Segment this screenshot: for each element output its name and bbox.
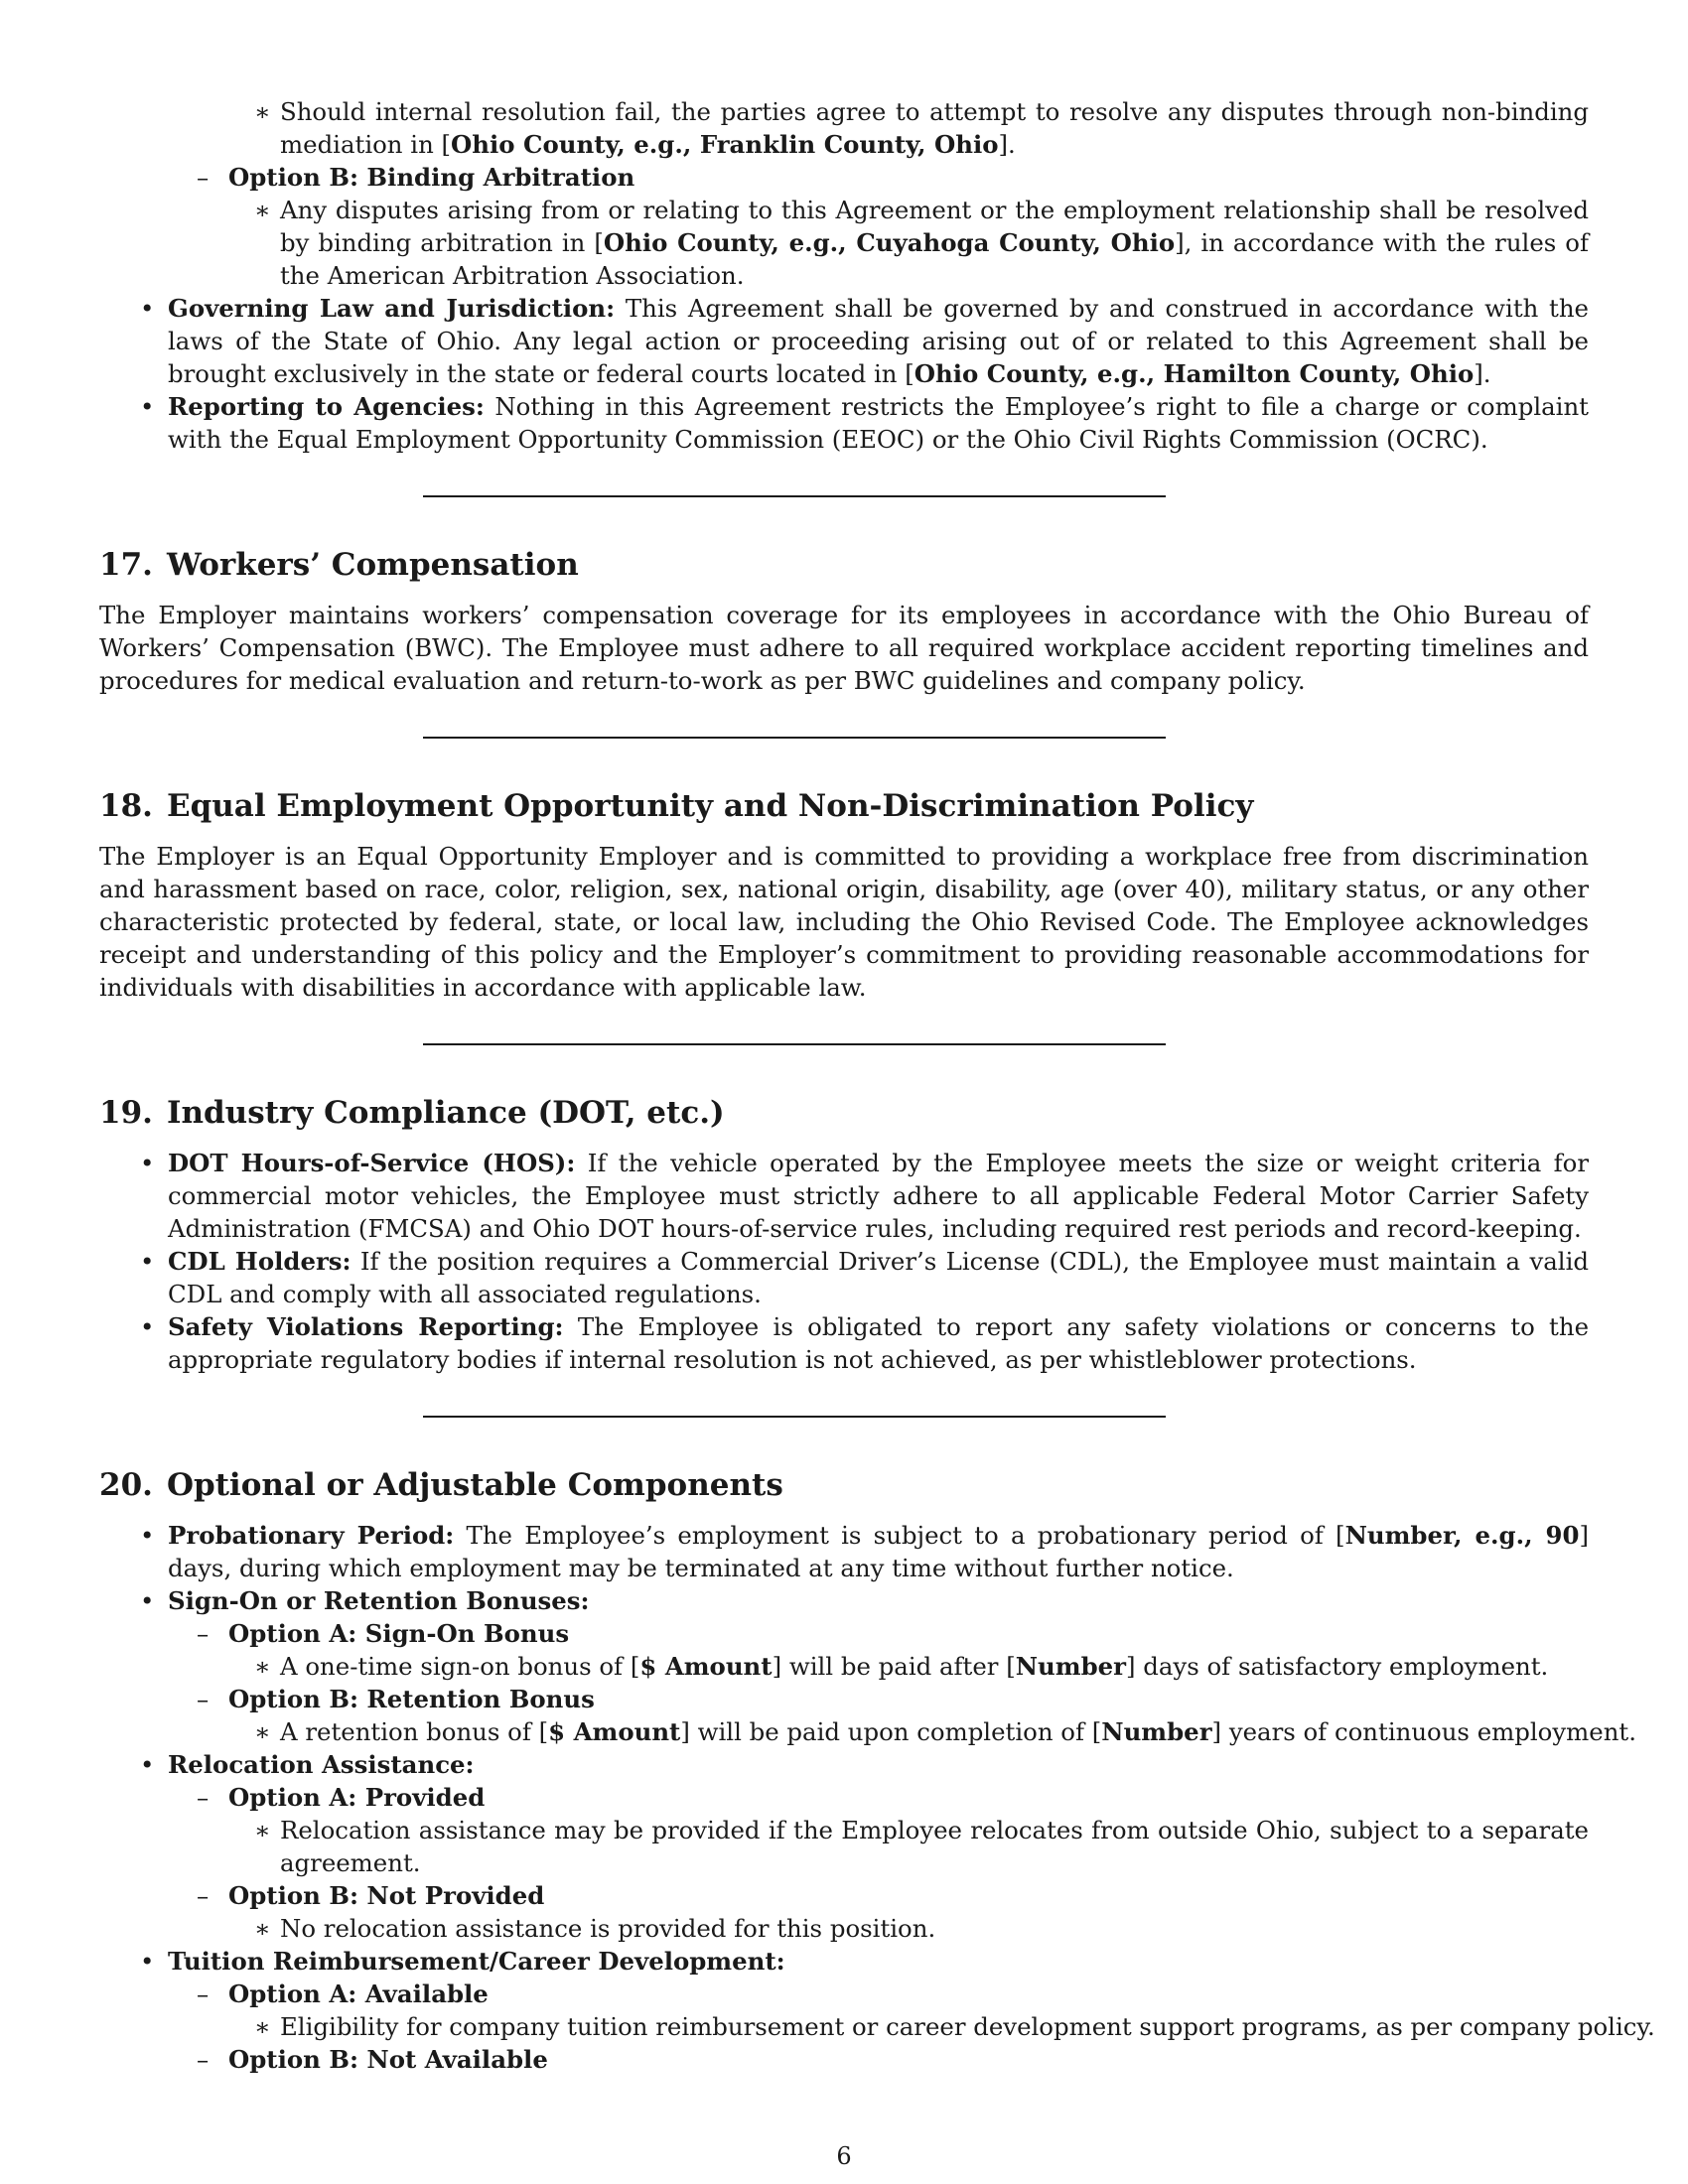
list-item <box>254 1814 1589 1879</box>
text: ] will be paid upon completion of [ <box>680 1717 1102 1746</box>
list-item <box>140 1147 1589 1245</box>
asterisk-bullet: ∗ <box>254 1816 271 1844</box>
option-heading <box>197 1879 1589 1912</box>
list-item <box>254 1912 1589 1945</box>
text: Eligibility for company tuition reimbursement or career development support programs, as per company policy. <box>280 2012 1655 2041</box>
text: Nothing in this Agreement restricts the Employee’s right to file a charge or complaint with the Equal Employment Opportunity Commission (EEOC) or the Ohio Civil Rights Commission (OCRC). <box>168 392 1589 454</box>
bullet: • <box>140 1312 155 1341</box>
text: A one-time sign-on bonus of [ <box>280 1652 640 1681</box>
bullet: • <box>140 1750 155 1779</box>
item-label: Safety Violations Reporting: <box>168 1312 564 1341</box>
dash-bullet: – <box>197 1619 210 1648</box>
item-label: CDL Holders: <box>168 1247 352 1276</box>
option-heading <box>197 1617 1589 1650</box>
asterisk-bullet: ∗ <box>254 1652 271 1681</box>
text: The Employee’s employment is subject to a probationary period of [ <box>454 1521 1345 1550</box>
text: ] will be paid after [ <box>772 1652 1016 1681</box>
dash-bullet: – <box>197 1685 210 1713</box>
list-item-arbitration <box>254 194 1589 292</box>
bullet: • <box>140 1521 155 1550</box>
list-item <box>140 1245 1589 1310</box>
text: Relocation assistance may be provided if the Employee relocates from outside Ohio, subject to a separate agreement. <box>280 1816 1589 1877</box>
option-heading <box>197 161 1589 194</box>
document-page <box>99 95 1655 2076</box>
list-item <box>254 1650 1589 1683</box>
text: Any disputes arising from or relating to this Agreement or the employment relationship shall be resolved by binding arbitration in [ <box>280 196 1589 257</box>
asterisk-bullet: ∗ <box>254 1717 271 1746</box>
section-number: 20. <box>99 1467 153 1503</box>
dash-bullet: – <box>197 1783 210 1812</box>
text: This Agreement shall be governed by and construed in accordance with the laws of the State of Ohio. Any legal action or proceeding arising out of or related to this Agreement shall be brought exclusively in the state or federal courts located in [ <box>168 294 1589 388</box>
dash-bullet: – <box>197 163 210 192</box>
list-item-probation <box>140 1519 1590 1584</box>
text: The Employee is obligated to report any safety violations or concerns to the appropriate regulatory bodies if internal resolution is not achieved, as per whistleblower protections. <box>168 1312 1590 1374</box>
bullet: • <box>140 392 155 421</box>
placeholder-amount: $ Amount <box>639 1652 773 1681</box>
asterisk-bullet: ∗ <box>254 97 271 126</box>
item-label: Probationary Period: <box>168 1521 455 1550</box>
text: If the vehicle operated by the Employee meets the size or weight criteria for commercial motor vehicles, the Employee must strictly adhere to all applicable Federal Motor Carrier Safety Administration (FMCSA) and Ohio DOT hours-of-service rules, including required rest periods and record-keeping. <box>168 1149 1589 1243</box>
text: ] years of continuous employment. <box>1211 1717 1636 1746</box>
item-label: Tuition Reimbursement/Career Development: <box>168 1947 785 1976</box>
option-label: Option B: Not Available <box>228 2045 548 2074</box>
section-body-17: The Employer maintains workers’ compensation coverage for its employees in accordance with the Ohio Bureau of Workers’ Compensation (BWC). The Employee must adhere to all required workplace accident reporting timelines and procedures for medical evaluation and return-to-work as per BWC guidelines and company policy. <box>99 601 1589 695</box>
section-title: Industry Compliance (DOT, etc.) <box>166 1095 725 1131</box>
list-item-mediation <box>254 95 1589 161</box>
option-heading <box>197 2043 1589 2076</box>
option-label: Option B: Binding Arbitration <box>228 163 635 192</box>
dash-bullet: – <box>197 1979 210 2008</box>
text: Should internal resolution fail, the parties agree to attempt to resolve any disputes through non-binding mediation in [ <box>280 97 1589 159</box>
dash-bullet: – <box>197 2045 210 2074</box>
section-number: 19. <box>99 1095 153 1131</box>
section-title: Equal Employment Opportunity and Non-Discrimination Policy <box>166 788 1254 824</box>
section-divider <box>423 495 1166 497</box>
placeholder-number: Number <box>1101 1717 1212 1746</box>
list-item-governing-law <box>140 292 1589 390</box>
option-label: Option A: Available <box>228 1979 489 2008</box>
dash-bullet: – <box>197 1881 210 1910</box>
section-heading-19 <box>99 1093 1589 1133</box>
text: ] days of satisfactory employment. <box>1126 1652 1549 1681</box>
option-heading <box>197 1781 1589 1814</box>
placeholder-county: Ohio County, e.g., Cuyahoga County, Ohio <box>603 228 1176 257</box>
text: No relocation assistance is provided for this position. <box>280 1914 936 1943</box>
list-item <box>254 2010 1655 2043</box>
item-label: Reporting to Agencies: <box>168 392 485 421</box>
option-label: Option B: Not Provided <box>228 1881 545 1910</box>
text: ]. <box>1474 359 1491 388</box>
bullet: • <box>140 1586 155 1615</box>
item-label: DOT Hours-of-Service (HOS): <box>168 1149 576 1177</box>
text: ] days, during which employment may be terminated at any time without further notice. <box>168 1521 1590 1582</box>
option-label: Option A: Sign-On Bonus <box>228 1619 570 1648</box>
option-heading <box>197 1683 1589 1715</box>
section-divider <box>423 1416 1166 1418</box>
item-label: Governing Law and Jurisdiction: <box>168 294 616 323</box>
option-heading <box>197 1978 1589 2010</box>
text: ], in accordance with the rules of the American Arbitration Association. <box>280 228 1589 290</box>
option-label: Option A: Provided <box>228 1783 486 1812</box>
section-body-18: The Employer is an Equal Opportunity Employer and is committed to providing a workplace free from discrimination and harassment based on race, color, religion, sex, national origin, disability, age (over 40), military status, or any other characteristic protected by federal, state, or local law, including the Ohio Revised Code. The Employee acknowledges receipt and understanding of this policy and the Employer’s commitment to providing reasonable accommodations for individuals with disabilities in accordance with applicable law. <box>99 842 1589 1002</box>
text: If the position requires a Commercial Driver’s License (CDL), the Employee must maintain a valid CDL and comply with all associated regulations. <box>168 1247 1589 1308</box>
list-item-relocation <box>140 1748 1589 1781</box>
item-label: Relocation Assistance: <box>168 1750 475 1779</box>
bullet: • <box>140 1947 155 1976</box>
asterisk-bullet: ∗ <box>254 2012 271 2041</box>
bullet: • <box>140 1149 155 1177</box>
text: ]. <box>998 130 1016 159</box>
item-label: Sign-On or Retention Bonuses: <box>168 1586 590 1615</box>
list-item <box>140 1310 1590 1376</box>
bullet: • <box>140 294 155 323</box>
placeholder-amount: $ Amount <box>548 1717 681 1746</box>
section-heading-17 <box>99 545 1589 585</box>
placeholder-number: Number <box>1015 1652 1126 1681</box>
asterisk-bullet: ∗ <box>254 196 271 224</box>
section-divider <box>423 1043 1166 1045</box>
list-item-reporting <box>140 390 1589 456</box>
placeholder-county: Ohio County, e.g., Hamilton County, Ohio <box>914 359 1475 388</box>
section-number: 18. <box>99 788 153 824</box>
list-item-bonuses <box>140 1584 1589 1617</box>
section-heading-18 <box>99 786 1589 826</box>
placeholder-county: Ohio County, e.g., Franklin County, Ohio <box>451 130 999 159</box>
list-item <box>254 1715 1636 1748</box>
section-title: Optional or Adjustable Components <box>166 1467 783 1503</box>
option-label: Option B: Retention Bonus <box>228 1685 595 1713</box>
asterisk-bullet: ∗ <box>254 1914 271 1943</box>
page-number: 6 <box>836 2142 852 2170</box>
section-heading-20 <box>99 1465 1589 1505</box>
text: A retention bonus of [ <box>280 1717 549 1746</box>
section-divider <box>423 737 1166 739</box>
placeholder-number: Number, e.g., 90 <box>1344 1521 1580 1550</box>
section-title: Workers’ Compensation <box>166 547 579 583</box>
section-number: 17. <box>99 547 153 583</box>
list-item-tuition <box>140 1945 1589 1978</box>
bullet: • <box>140 1247 155 1276</box>
